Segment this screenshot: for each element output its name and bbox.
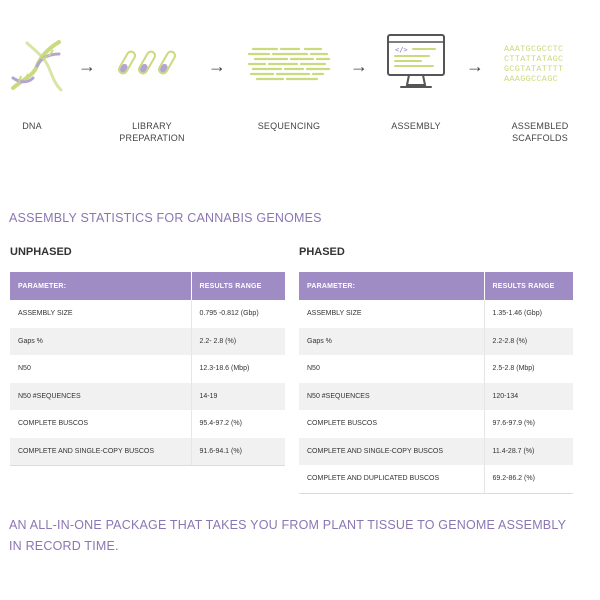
table-row (299, 355, 573, 383)
parameter-cell: COMPLETE BUSCOS (299, 410, 484, 438)
arrow-icon: → (466, 56, 484, 76)
parameter-cell: N50 (299, 355, 484, 383)
workflow-diagram (0, 0, 600, 150)
table-row (299, 465, 573, 493)
result-cell: 95.4-97.2 (%) (191, 410, 285, 438)
phased-table (299, 272, 573, 494)
parameter-cell: COMPLETE BUSCOS (10, 410, 191, 438)
table-row (299, 410, 573, 438)
table-row (299, 383, 573, 411)
parameter-cell: COMPLETE AND SINGLE-COPY BUSCOS (299, 438, 484, 466)
scaffold-sequence-line: AAATGCGCCTC (504, 44, 564, 54)
tagline: AN ALL-IN-ONE PACKAGE THAT TAKES YOU FROM PLANT TISSUE TO GENOME ASSEMBLY IN RECORD TIME. (9, 518, 566, 553)
table-header-row (299, 272, 573, 300)
result-cell: 97.6-97.9 (%) (484, 410, 573, 438)
scaffold-sequence-line: GCGTATATTTT (504, 64, 564, 74)
step-label-assembled-scaffolds: ASSEMBLED SCAFFOLDS (511, 121, 569, 143)
table-row (10, 383, 285, 411)
scaffold-sequence-line: AAAGGCCAGC (504, 74, 559, 84)
column-header-results: RESULTS RANGE (191, 272, 285, 300)
result-cell: 11.4-28.7 (%) (484, 438, 573, 466)
table-row (299, 300, 573, 328)
sequence-reads-icon (247, 45, 332, 85)
parameter-cell: Gaps % (299, 328, 484, 356)
result-cell: 14-19 (191, 383, 285, 411)
scaffold-sequence-text (504, 44, 563, 84)
parameter-cell: N50 #SEQUENCES (10, 383, 191, 411)
result-cell: 2.5-2.8 (Mbp) (484, 355, 573, 383)
phased-heading: PHASED (299, 246, 345, 258)
table-row (299, 438, 573, 466)
result-cell: 120-134 (484, 383, 573, 411)
unphased-heading: UNPHASED (10, 246, 72, 258)
arrow-icon: → (208, 56, 226, 76)
column-header-parameter: PARAMETER: (10, 272, 191, 300)
table-header-row (10, 272, 285, 300)
table-row (10, 328, 285, 356)
step-label-sequencing: SEQUENCING (257, 121, 321, 131)
column-header-results: RESULTS RANGE (484, 272, 573, 300)
sequencing-step (247, 45, 332, 85)
test-tubes-icon (113, 48, 188, 83)
dna-helix-icon (5, 38, 65, 93)
table-row (10, 355, 285, 383)
result-cell: 91.6-94.1 (%) (191, 438, 285, 466)
result-cell: 0.795 -0.812 (Gbp) (191, 300, 285, 328)
table-row (10, 410, 285, 438)
parameter-cell: COMPLETE AND DUPLICATED BUSCOS (299, 465, 484, 493)
section-title: ASSEMBLY STATISTICS FOR CANNABIS GENOMES (9, 211, 322, 225)
library-prep-step (113, 48, 188, 83)
svg-text:</>: </> (395, 46, 408, 54)
parameter-cell: Gaps % (10, 328, 191, 356)
step-label-dna: DNA (22, 121, 42, 131)
table-row (299, 328, 573, 356)
dna-step (5, 38, 65, 93)
scaffold-sequence-line: CTTATTATAGC (504, 54, 564, 64)
parameter-cell: ASSEMBLY SIZE (10, 300, 191, 328)
table-row (10, 300, 285, 328)
unphased-table (10, 272, 285, 466)
arrow-icon: → (78, 56, 96, 76)
parameter-cell: COMPLETE AND SINGLE-COPY BUSCOS (10, 438, 191, 466)
step-label-assembly: ASSEMBLY (391, 121, 441, 131)
step-label-library-preparation: LIBRARY PREPARATION (119, 121, 185, 143)
arrow-icon: → (350, 56, 368, 76)
parameter-cell: ASSEMBLY SIZE (299, 300, 484, 328)
parameter-cell: N50 (10, 355, 191, 383)
result-cell: 2.2-2.8 (%) (484, 328, 573, 356)
parameter-cell: N50 #SEQUENCES (299, 383, 484, 411)
result-cell: 1.35-1.46 (Gbp) (484, 300, 573, 328)
computer-monitor-icon (385, 32, 447, 94)
column-header-parameter: PARAMETER: (299, 272, 484, 300)
assembly-step (385, 32, 447, 94)
table-row (10, 438, 285, 466)
result-cell: 12.3-18.6 (Mbp) (191, 355, 285, 383)
result-cell: 69.2-86.2 (%) (484, 465, 573, 493)
result-cell: 2.2- 2.8 (%) (191, 328, 285, 356)
